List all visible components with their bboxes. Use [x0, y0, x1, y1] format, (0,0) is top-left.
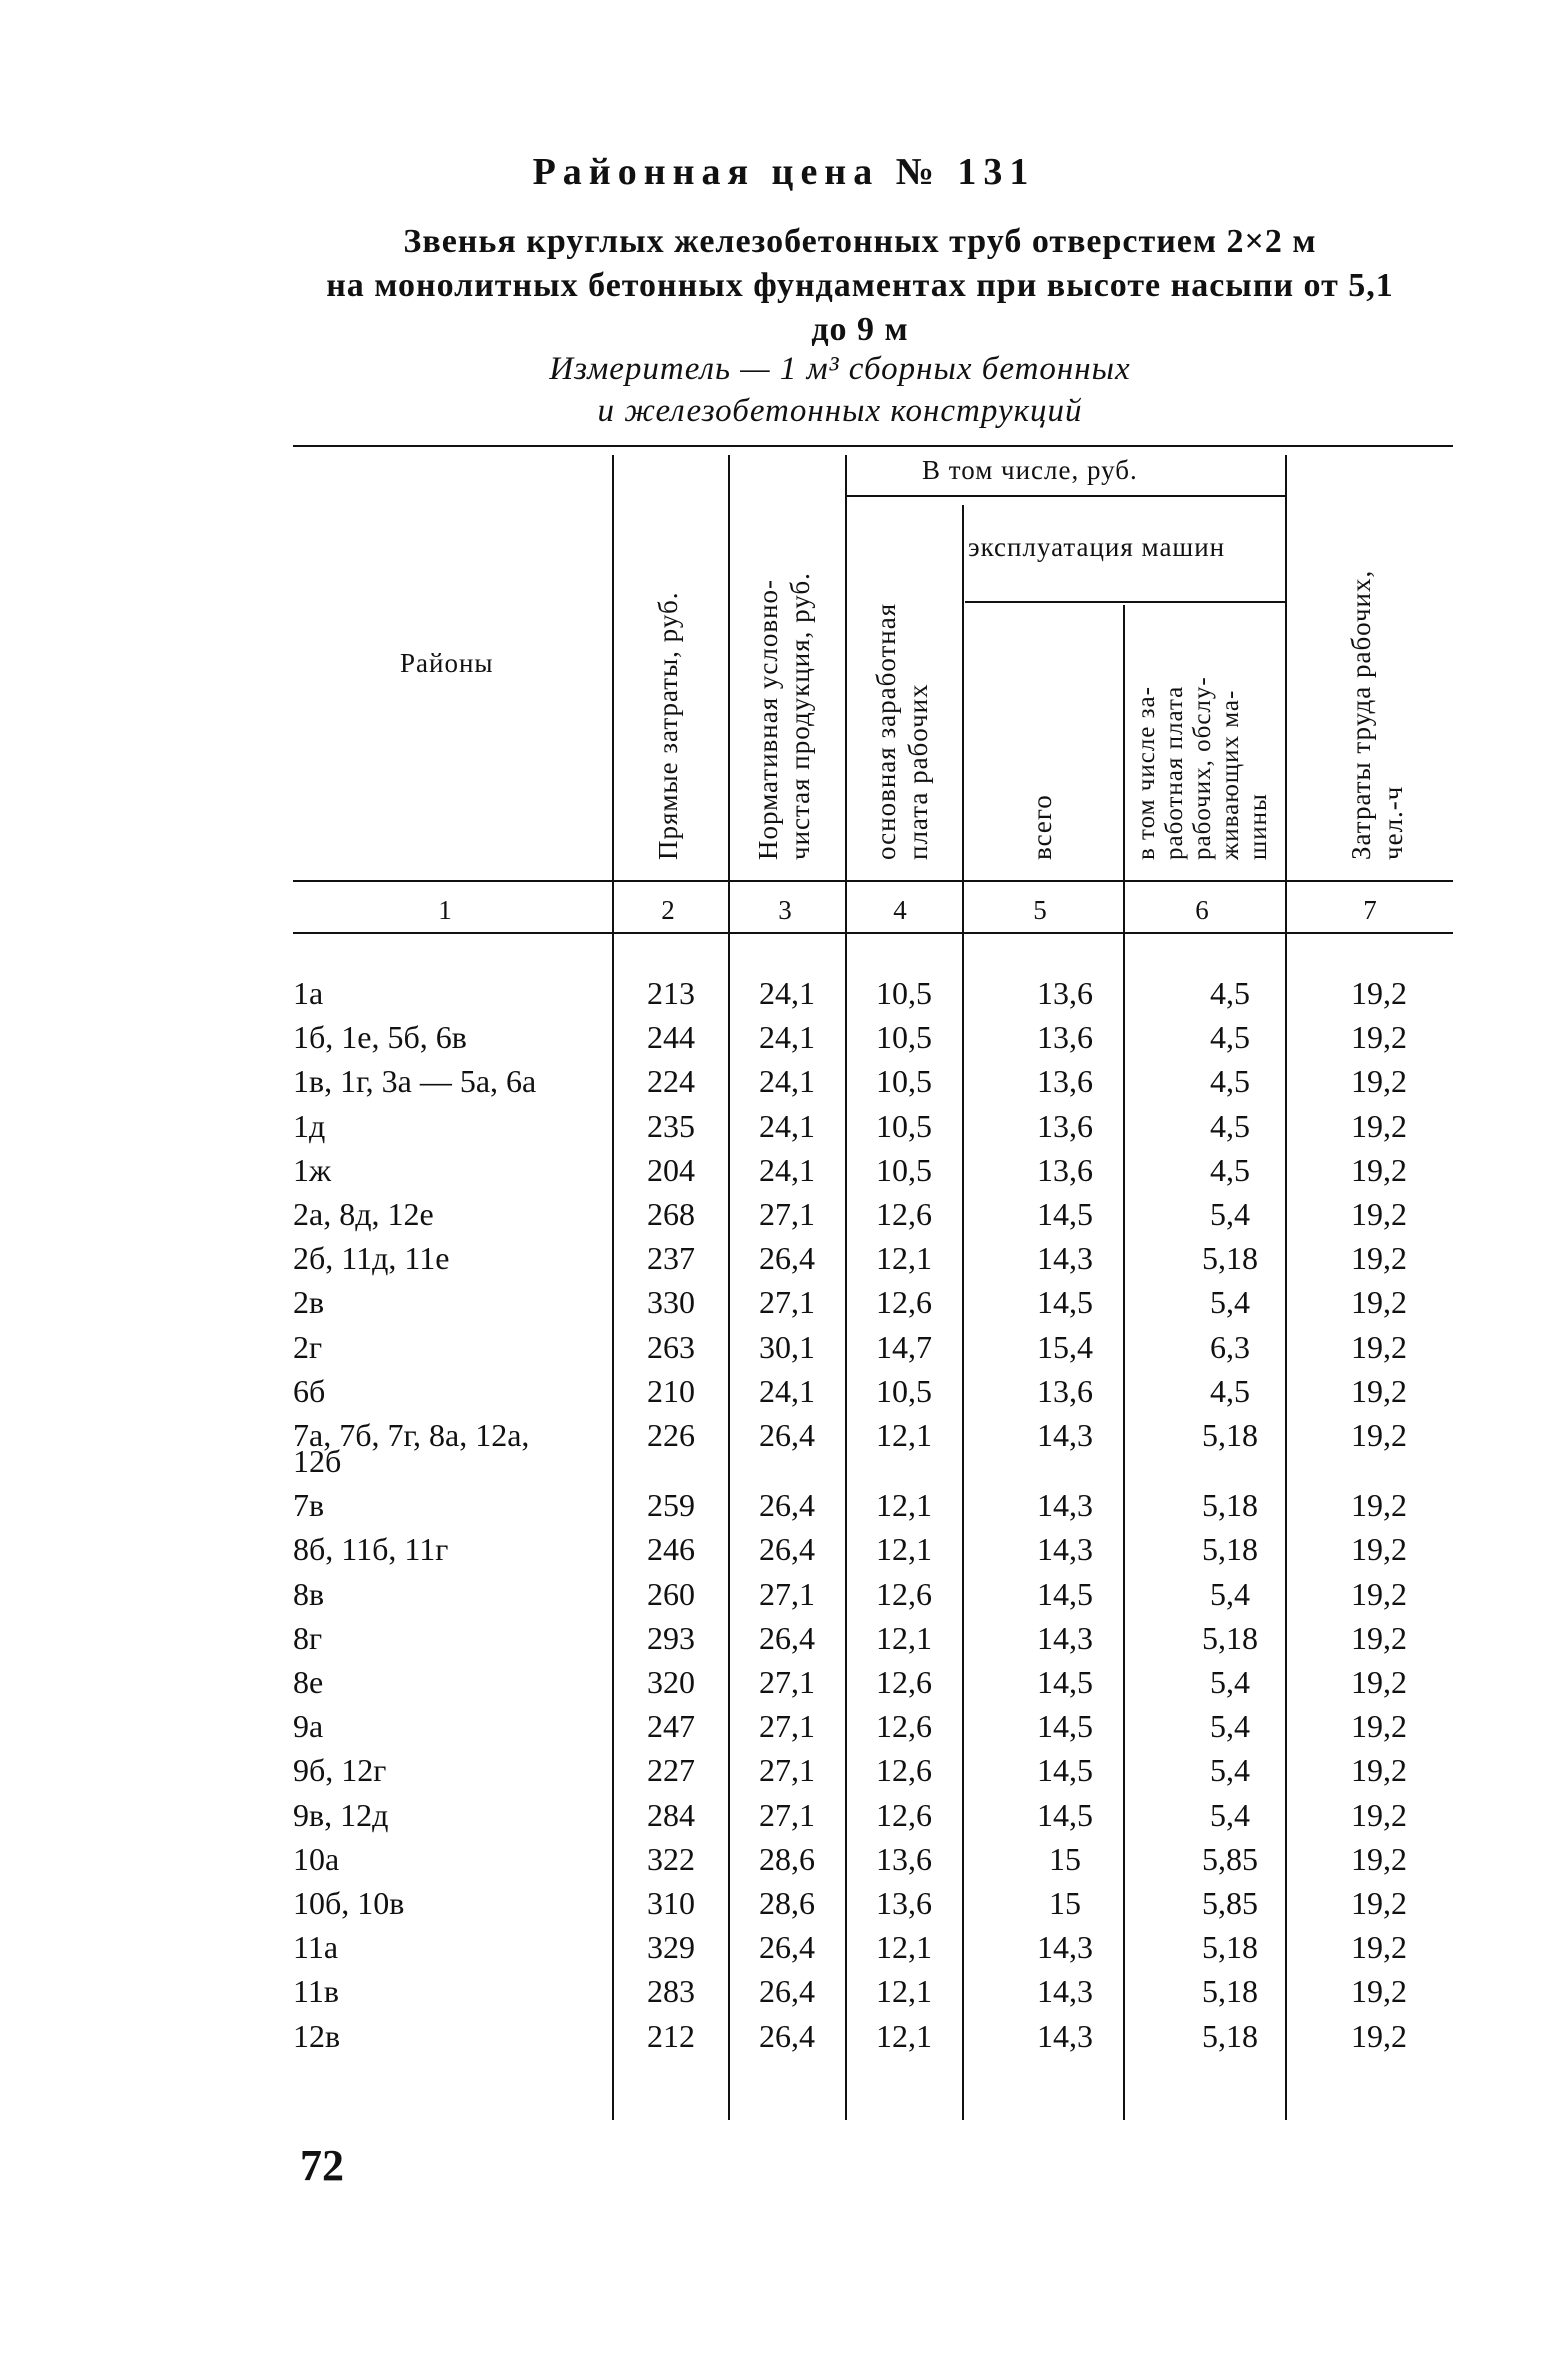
value-cell-col4: 12,6: [876, 1575, 932, 1612]
value-cell-col5: 13,6: [1037, 1019, 1093, 1056]
value-cell-col7: 19,2: [1351, 1063, 1407, 1100]
value-cell-col7: 19,2: [1351, 1487, 1407, 1524]
value-cell-col6: 5,18: [1202, 1487, 1258, 1524]
value-cell-col6: 5,18: [1202, 1929, 1258, 1966]
region-cell: 7а, 7б, 7г, 8а, 12а,: [293, 1417, 530, 1453]
region-cell: 7в: [293, 1487, 325, 1524]
value-cell-col3: 24,1: [759, 1372, 815, 1409]
value-cell-col6: 4,5: [1210, 1107, 1250, 1144]
value-cell-col7: 19,2: [1351, 1417, 1407, 1453]
value-cell-col3: 24,1: [759, 1151, 815, 1188]
value-cell-col4: 12,1: [876, 1417, 932, 1453]
subtitle-line-3: до 9 м: [811, 311, 909, 348]
value-cell-col5: 14,3: [1037, 1487, 1093, 1524]
value-cell-col6: 5,18: [1202, 1531, 1258, 1568]
region-cell: 1ж: [293, 1151, 332, 1188]
value-cell-col2: 329: [647, 1929, 695, 1966]
value-cell-col6: 5,85: [1202, 1885, 1258, 1921]
value-cell-col3: 24,1: [759, 1107, 815, 1144]
value-cell-col7: 19,2: [1351, 1151, 1407, 1188]
value-cell-col3: 27,1: [759, 1664, 815, 1700]
header-mach-wages-1: в том числе за-: [1133, 686, 1160, 860]
value-cell-col2: 247: [647, 1708, 695, 1745]
value-cell-col4: 13,6: [876, 1885, 932, 1921]
region-cell: 9в, 12д: [293, 1796, 389, 1833]
value-cell-col2: 226: [647, 1417, 695, 1453]
value-cell-col4: 12,6: [876, 1664, 932, 1700]
value-cell-col4: 12,6: [876, 1708, 932, 1745]
value-cell-col6: 5,18: [1202, 2017, 1258, 2054]
value-cell-col4: 12,6: [876, 1796, 932, 1833]
value-cell-col6: 5,4: [1210, 1575, 1250, 1612]
region-cell: 6б: [293, 1372, 326, 1409]
header-normative-2: чистая продукция, руб.: [785, 572, 815, 860]
column-number-2: 2: [661, 895, 675, 925]
value-cell-col5: 14,5: [1037, 1752, 1093, 1789]
value-cell-col7: 19,2: [1351, 1575, 1407, 1612]
value-cell-col6: 5,4: [1210, 1796, 1250, 1833]
header-machines-total: всего: [1027, 794, 1057, 860]
value-cell-col6: 4,5: [1210, 1019, 1250, 1056]
value-cell-col6: 5,18: [1202, 1973, 1258, 2010]
value-cell-col6: 5,4: [1210, 1752, 1250, 1789]
header-mach-wages-4: живающих ма-: [1217, 689, 1244, 860]
region-cell: 10б, 10в: [293, 1885, 405, 1921]
region-cell: 8в: [293, 1575, 325, 1612]
value-cell-col7: 19,2: [1351, 1531, 1407, 1568]
measure-line-1: Измеритель — 1 м³ сборных бетонных: [549, 351, 1131, 387]
value-cell-col2: 284: [647, 1796, 695, 1833]
region-cell: 2в: [293, 1284, 325, 1321]
value-cell-col5: 13,6: [1037, 1107, 1093, 1144]
value-cell-col2: 293: [647, 1619, 695, 1656]
value-cell-col4: 12,1: [876, 1240, 932, 1277]
column-number-1: 1: [438, 895, 452, 925]
value-cell-col2: 320: [647, 1664, 695, 1700]
value-cell-col5: 13,6: [1037, 1151, 1093, 1188]
value-cell-col3: 26,4: [759, 1619, 815, 1656]
value-cell-col5: 14,3: [1037, 1929, 1093, 1966]
value-cell-col6: 5,18: [1202, 1240, 1258, 1277]
value-cell-col4: 10,5: [876, 1151, 932, 1188]
value-cell-col6: 5,18: [1202, 1417, 1258, 1453]
value-cell-col6: 4,5: [1210, 1151, 1250, 1188]
value-cell-col7: 19,2: [1351, 1752, 1407, 1789]
value-cell-col3: 26,4: [759, 1417, 815, 1453]
value-cell-col5: 13,6: [1037, 1372, 1093, 1409]
value-cell-col3: 27,1: [759, 1284, 815, 1321]
value-cell-col6: 5,4: [1210, 1708, 1250, 1745]
page-title: Районная цена № 131: [532, 151, 1036, 193]
region-cell: 1д: [293, 1107, 326, 1144]
value-cell-col4: 12,1: [876, 2017, 932, 2054]
region-cell: 1б, 1е, 5б, 6в: [293, 1019, 467, 1056]
value-cell-col3: 26,4: [759, 2017, 815, 2054]
value-cell-col3: 27,1: [759, 1752, 815, 1789]
value-cell-col3: 28,6: [759, 1885, 815, 1921]
measure-line-2: и железобетонных конструкций: [597, 393, 1083, 429]
region-cell: 2а, 8д, 12е: [293, 1196, 434, 1232]
value-cell-col4: 10,5: [876, 975, 932, 1011]
value-cell-col7: 19,2: [1351, 1840, 1407, 1877]
region-cell: 2г: [293, 1328, 323, 1365]
value-cell-col6: 5,4: [1210, 1284, 1250, 1321]
value-cell-col3: 27,1: [759, 1708, 815, 1745]
subtitle-line-1: Звенья круглых железобетонных труб отверстием 2×2 м: [403, 223, 1317, 260]
region-cell: 10а: [293, 1840, 340, 1877]
value-cell-col5: 14,5: [1037, 1575, 1093, 1612]
value-cell-col6: 4,5: [1210, 1063, 1250, 1100]
region-cell: 12в: [293, 2017, 341, 2054]
header-labor-2: чел.-ч: [1378, 785, 1408, 860]
value-cell-col2: 330: [647, 1284, 695, 1321]
value-cell-col6: 5,18: [1202, 1619, 1258, 1656]
value-cell-col6: 5,4: [1210, 1664, 1250, 1700]
header-mach-wages-5: шины: [1245, 793, 1272, 860]
header-labor-1: Затраты труда рабочих,: [1346, 569, 1376, 860]
value-cell-col5: 14,3: [1037, 1619, 1093, 1656]
region-cell: 2б, 11д, 11е: [293, 1240, 450, 1277]
region-cell: 1в, 1г, 3а — 5а, 6а: [293, 1063, 537, 1100]
value-cell-col2: 268: [647, 1196, 695, 1232]
value-cell-col3: 27,1: [759, 1796, 815, 1833]
subtitle-line-2: на монолитных бетонных фундаментах при высоте насыпи от 5,1: [326, 267, 1394, 304]
value-cell-col5: 14,3: [1037, 1240, 1093, 1277]
value-cell-col3: 26,4: [759, 1487, 815, 1524]
value-cell-col6: 6,3: [1210, 1328, 1250, 1365]
value-cell-col7: 19,2: [1351, 2017, 1407, 2054]
value-cell-col3: 24,1: [759, 975, 815, 1011]
header-wages-2: плата рабочих: [903, 683, 933, 860]
value-cell-col2: 246: [647, 1531, 695, 1568]
value-cell-col5: 15: [1049, 1885, 1081, 1921]
value-cell-col2: 310: [647, 1885, 695, 1921]
value-cell-col7: 19,2: [1351, 1240, 1407, 1277]
value-cell-col3: 26,4: [759, 1531, 815, 1568]
value-cell-col5: 14,5: [1037, 1708, 1093, 1745]
value-cell-col5: 14,3: [1037, 1531, 1093, 1568]
value-cell-col2: 263: [647, 1328, 695, 1365]
column-number-6: 6: [1195, 895, 1209, 925]
column-number-5: 5: [1033, 895, 1047, 925]
value-cell-col2: 260: [647, 1575, 695, 1612]
value-cell-col7: 19,2: [1351, 1664, 1407, 1700]
header-including: В том числе, руб.: [922, 455, 1138, 485]
value-cell-col2: 210: [647, 1372, 695, 1409]
value-cell-col4: 12,1: [876, 1973, 932, 2010]
value-cell-col3: 27,1: [759, 1196, 815, 1232]
value-cell-col7: 19,2: [1351, 1284, 1407, 1321]
region-cell: 8е: [293, 1664, 324, 1700]
value-cell-col2: 259: [647, 1487, 695, 1524]
value-cell-col2: 235: [647, 1107, 695, 1144]
value-cell-col5: 15,4: [1037, 1328, 1093, 1365]
value-cell-col4: 12,1: [876, 1929, 932, 1966]
value-cell-col7: 19,2: [1351, 1019, 1407, 1056]
value-cell-col4: 12,1: [876, 1619, 932, 1656]
region-cell: 1а: [293, 975, 324, 1011]
value-cell-col2: 204: [647, 1151, 695, 1188]
column-number-3: 3: [778, 895, 792, 925]
value-cell-col2: 212: [647, 2017, 695, 2054]
value-cell-col3: 26,4: [759, 1240, 815, 1277]
value-cell-col4: 10,5: [876, 1372, 932, 1409]
value-cell-col2: 227: [647, 1752, 695, 1789]
value-cell-col4: 14,7: [876, 1328, 932, 1365]
region-cell: 11а: [293, 1929, 339, 1966]
value-cell-col4: 12,6: [876, 1196, 932, 1232]
value-cell-col5: 13,6: [1037, 1063, 1093, 1100]
value-cell-col7: 19,2: [1351, 1328, 1407, 1365]
value-cell-col4: 12,6: [876, 1752, 932, 1789]
value-cell-col3: 28,6: [759, 1840, 815, 1877]
value-cell-col6: 4,5: [1210, 975, 1250, 1011]
value-cell-col7: 19,2: [1351, 1708, 1407, 1745]
header-wages-1: основная заработная: [871, 602, 901, 860]
value-cell-col7: 19,2: [1351, 1796, 1407, 1833]
value-cell-col6: 5,4: [1210, 1196, 1250, 1232]
value-cell-col7: 19,2: [1351, 1885, 1407, 1921]
page-number: 72: [300, 2141, 344, 2190]
value-cell-col6: 4,5: [1210, 1372, 1250, 1409]
value-cell-col5: 14,5: [1037, 1284, 1093, 1321]
value-cell-col5: 14,5: [1037, 1796, 1093, 1833]
value-cell-col6: 5,85: [1202, 1840, 1258, 1877]
header-normative-1: Нормативная условно-: [753, 578, 783, 860]
header-regions: Районы: [400, 648, 494, 678]
value-cell-col2: 283: [647, 1973, 695, 2010]
value-cell-col4: 10,5: [876, 1019, 932, 1056]
value-cell-col4: 13,6: [876, 1840, 932, 1877]
value-cell-col4: 10,5: [876, 1063, 932, 1100]
header-machines: эксплуатация машин: [968, 532, 1226, 562]
value-cell-col4: 12,6: [876, 1284, 932, 1321]
value-cell-col3: 27,1: [759, 1575, 815, 1612]
value-cell-col5: 14,3: [1037, 2017, 1093, 2054]
header-mach-wages-2: работная плата: [1161, 685, 1188, 860]
value-cell-col5: 14,3: [1037, 1417, 1093, 1453]
value-cell-col5: 13,6: [1037, 975, 1093, 1011]
value-cell-col2: 322: [647, 1840, 695, 1877]
region-cell: 11в: [293, 1973, 339, 2010]
value-cell-col2: 224: [647, 1063, 695, 1100]
value-cell-col4: 12,1: [876, 1487, 932, 1524]
value-cell-col7: 19,2: [1351, 1929, 1407, 1966]
header-mach-wages-3: рабочих, обслу-: [1189, 676, 1216, 860]
value-cell-col7: 19,2: [1351, 1196, 1407, 1232]
value-cell-col2: 213: [647, 975, 695, 1011]
value-cell-col7: 19,2: [1351, 1107, 1407, 1144]
region-cell: 8б, 11б, 11г: [293, 1531, 449, 1568]
region-cell: 8г: [293, 1619, 323, 1656]
value-cell-col5: 14,3: [1037, 1973, 1093, 2010]
value-cell-col7: 19,2: [1351, 1619, 1407, 1656]
value-cell-col7: 19,2: [1351, 975, 1407, 1011]
column-number-4: 4: [893, 895, 907, 925]
value-cell-col2: 237: [647, 1240, 695, 1277]
value-cell-col7: 19,2: [1351, 1973, 1407, 2010]
value-cell-col7: 19,2: [1351, 1372, 1407, 1409]
value-cell-col3: 26,4: [759, 1973, 815, 2010]
value-cell-col4: 12,1: [876, 1531, 932, 1568]
value-cell-col3: 30,1: [759, 1328, 815, 1365]
value-cell-col5: 14,5: [1037, 1196, 1093, 1232]
header-direct-costs: Прямые затраты, руб.: [653, 591, 683, 860]
region-cell: 12б: [293, 1443, 342, 1480]
value-cell-col5: 14,5: [1037, 1664, 1093, 1700]
value-cell-col5: 15: [1049, 1840, 1081, 1877]
value-cell-col4: 10,5: [876, 1107, 932, 1144]
region-cell: 9б, 12г: [293, 1752, 387, 1789]
region-cell: 9а: [293, 1708, 324, 1745]
value-cell-col2: 244: [647, 1019, 695, 1056]
column-number-7: 7: [1363, 895, 1377, 925]
value-cell-col3: 24,1: [759, 1019, 815, 1056]
value-cell-col3: 24,1: [759, 1063, 815, 1100]
value-cell-col3: 26,4: [759, 1929, 815, 1966]
